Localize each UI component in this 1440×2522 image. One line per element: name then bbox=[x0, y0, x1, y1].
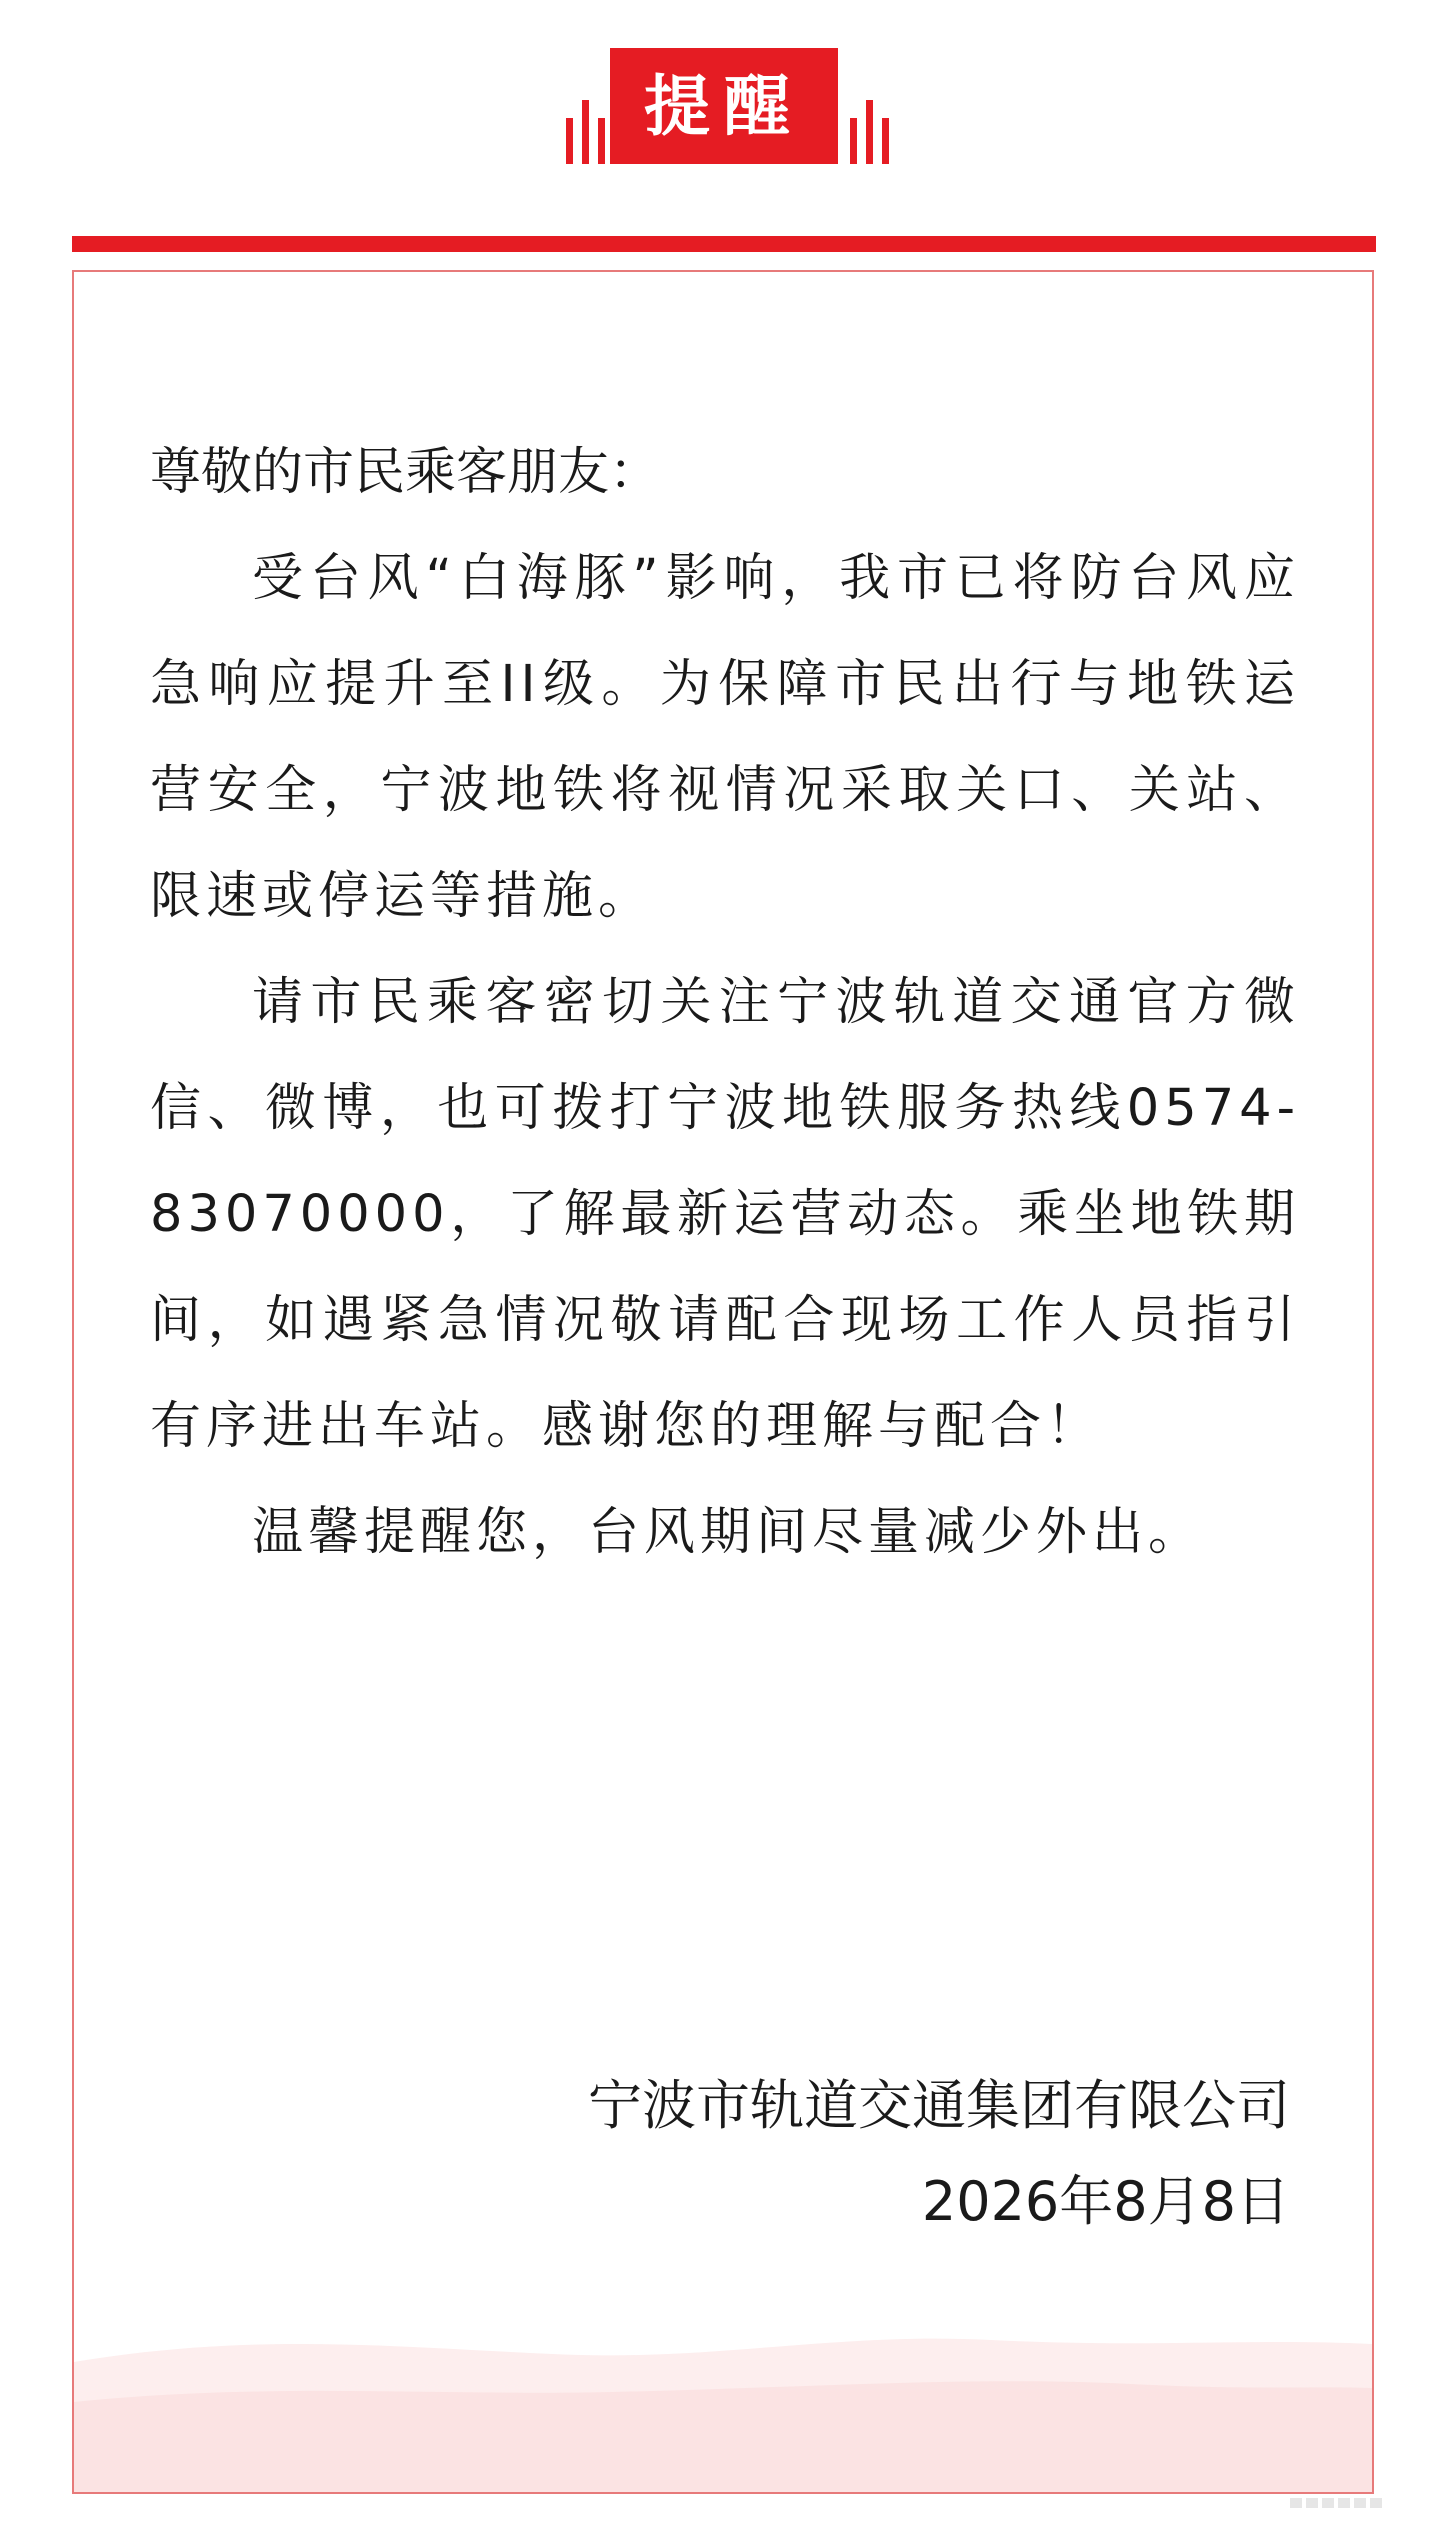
decor-tick bbox=[882, 118, 889, 164]
decor-tick bbox=[582, 100, 589, 164]
decor-tick bbox=[850, 118, 857, 164]
decor-tick bbox=[598, 118, 605, 164]
paragraph-stay-informed: 请市民乘客密切关注宁波轨道交通官方微信、微博，也可拨打宁波地铁服务热线0574-83070000，了解最新运营动态。乘坐地铁期间，如遇紧急情况敬请配合现场工作人员指引有序进出车站。感谢您的理解与配合！ bbox=[150, 973, 1300, 1456]
decor-tick bbox=[566, 118, 573, 164]
header-divider-bar bbox=[72, 236, 1376, 252]
reminder-badge: 提醒 bbox=[610, 48, 838, 164]
watermark-mark bbox=[1290, 2492, 1410, 2514]
paragraph-typhoon-response: 受台风“白海豚”影响，我市已将防台风应急响应提升至II级。为保障市民出行与地铁运营安全，宁波地铁将视情况采取关口、关站、限速或停运等措施。 bbox=[150, 549, 1300, 926]
issue-date: 2026年8月8日 bbox=[921, 2170, 1290, 2233]
greeting: 尊敬的市民乘客朋友： bbox=[150, 443, 661, 502]
letter-body bbox=[150, 420, 1300, 1586]
signature-block bbox=[588, 2058, 1290, 2250]
paragraph-reminder: 温馨提醒您，台风期间尽量减少外出。 bbox=[252, 1503, 1205, 1562]
decor-tick bbox=[866, 100, 873, 164]
bottom-wave-decoration bbox=[74, 2292, 1372, 2492]
header-badge-area bbox=[0, 0, 1440, 175]
issuer-name: 宁波市轨道交通集团有限公司 bbox=[588, 2074, 1290, 2137]
